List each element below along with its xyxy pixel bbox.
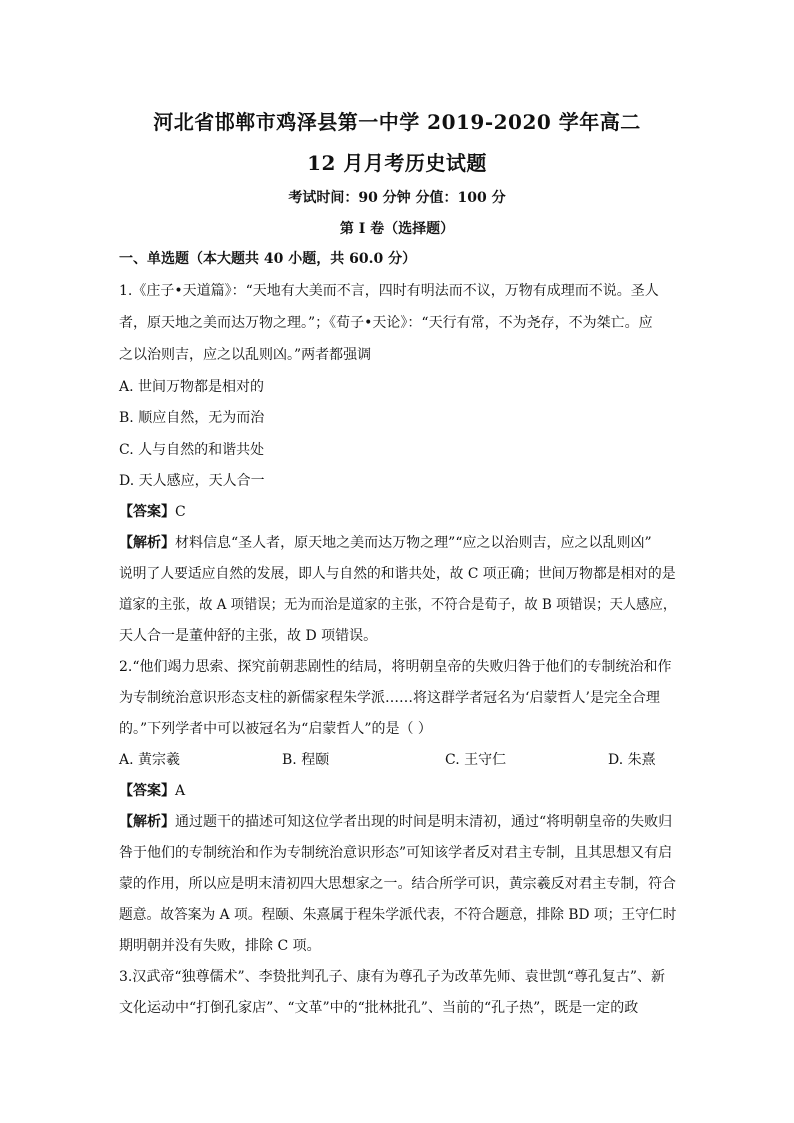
q2-answer <box>119 780 185 800</box>
analysis-text: 材料信息“圣人者，原天地之美而达万物之理”“应之以治则吉，应之以乱则凶” <box>175 535 652 551</box>
q1-option-a: A. 世间万物都是相对的 <box>119 379 265 395</box>
q2-stem-line: 2.“他们竭力思索、探究前朝悲剧性的结局，将明朝皇帝的失败归咎于他们的专制统治和作 <box>119 659 672 675</box>
q3-stem-line: 文化运动中“打倒孔家店”、“文革”中的“批林批孔”、当前的“孔子热”，既是一定的政 <box>119 1000 639 1016</box>
exam-info: 考试时间：90 分钟 分值：100 分 <box>288 190 506 206</box>
answer-label: 【答案】 <box>119 783 175 799</box>
analysis-label: 【解析】 <box>119 535 175 551</box>
q3-stem-line: 3.汉武帝“独尊儒术”、李贽批判孔子、康有为尊孔子为改革先师、袁世凯“尊孔复古”、新 <box>119 969 665 985</box>
q2-option-b: B. 程颐 <box>282 752 330 768</box>
q2-analysis-line: 蒙的作用，所以应是明末清初四大思想家之一。结合所学可识，黄宗羲反对君主专制，符合 <box>119 876 676 892</box>
q1-analysis-line: 说明了人要适应自然的发展，即人与自然的和谐共处，故 C 项正确；世间万物都是相对的是 <box>119 566 676 582</box>
q1-option-d: D. 天人感应，天人合一 <box>119 473 265 489</box>
answer-value: A <box>175 783 186 799</box>
q1-answer <box>119 501 186 521</box>
q1-option-c: C. 人与自然的和谐共处 <box>119 442 265 458</box>
q2-stem-line: 为专制统治意识形态支柱的新儒家程朱学派……将这群学者冠名为‘启蒙哲人’是完全合理 <box>119 690 660 706</box>
section-heading: 一、单选题（本大题共 40 小题，共 60.0 分） <box>119 251 417 267</box>
q2-analysis-line <box>119 811 672 831</box>
q2-option-a: A. 黄宗羲 <box>119 752 181 768</box>
q2-option-c: C. 王守仁 <box>445 752 507 768</box>
q2-analysis-line: 咎于他们的专制统治和作为专制统治意识形态”可知该学者反对君主专制，且其思想又有启 <box>119 845 673 861</box>
page-title-line1: 河北省邯郸市鸡泽县第一中学 2019-2020 学年高二 <box>153 110 641 134</box>
q2-option-d: D. 朱熹 <box>608 752 656 768</box>
q1-stem-line: 之以治则吉，应之以乱则凶。”两者都强调 <box>119 347 372 363</box>
volume-heading: 第 I 卷（选择题） <box>339 221 455 237</box>
q1-stem-line: 者，原天地之美而达万物之理。”；《荀子•天论》：“天行有常，不为尧存，不为桀亡。应 <box>119 315 653 331</box>
page-title-line2: 12 月月考历史试题 <box>307 151 487 175</box>
q1-analysis-line: 道家的主张，故 A 项错误；无为而治是道家的主张，不符合是荀子，故 B 项错误；天人感应， <box>119 597 677 613</box>
analysis-label: 【解析】 <box>119 814 175 830</box>
q2-stem-line: 的。”下列学者中可以被冠名为“启蒙哲人”的是（ ） <box>119 721 432 737</box>
analysis-text: 通过题干的描述可知这位学者出现的时间是明末清初，通过“将明朝皇帝的失败归 <box>175 814 673 830</box>
answer-label: 【答案】 <box>119 504 175 520</box>
q2-analysis-line: 题意。故答案为 A 项。程颐、朱熹属于程朱学派代表，不符合题意，排除 BD 项；王守仁时 <box>119 907 677 923</box>
q1-analysis-line: 天人合一是董仲舒的主张，故 D 项错误。 <box>119 628 378 644</box>
q1-stem-line: 1.《庄子•天道篇》：“天地有大美而不言，四时有明法而不议，万物有成理而不说。圣人 <box>119 283 659 299</box>
answer-value: C <box>175 504 186 520</box>
q2-analysis-line: 期明朝并没有失败，排除 C 项。 <box>119 938 321 954</box>
q1-option-b: B. 顺应自然，无为而治 <box>119 410 265 426</box>
q1-analysis-line <box>119 532 652 552</box>
